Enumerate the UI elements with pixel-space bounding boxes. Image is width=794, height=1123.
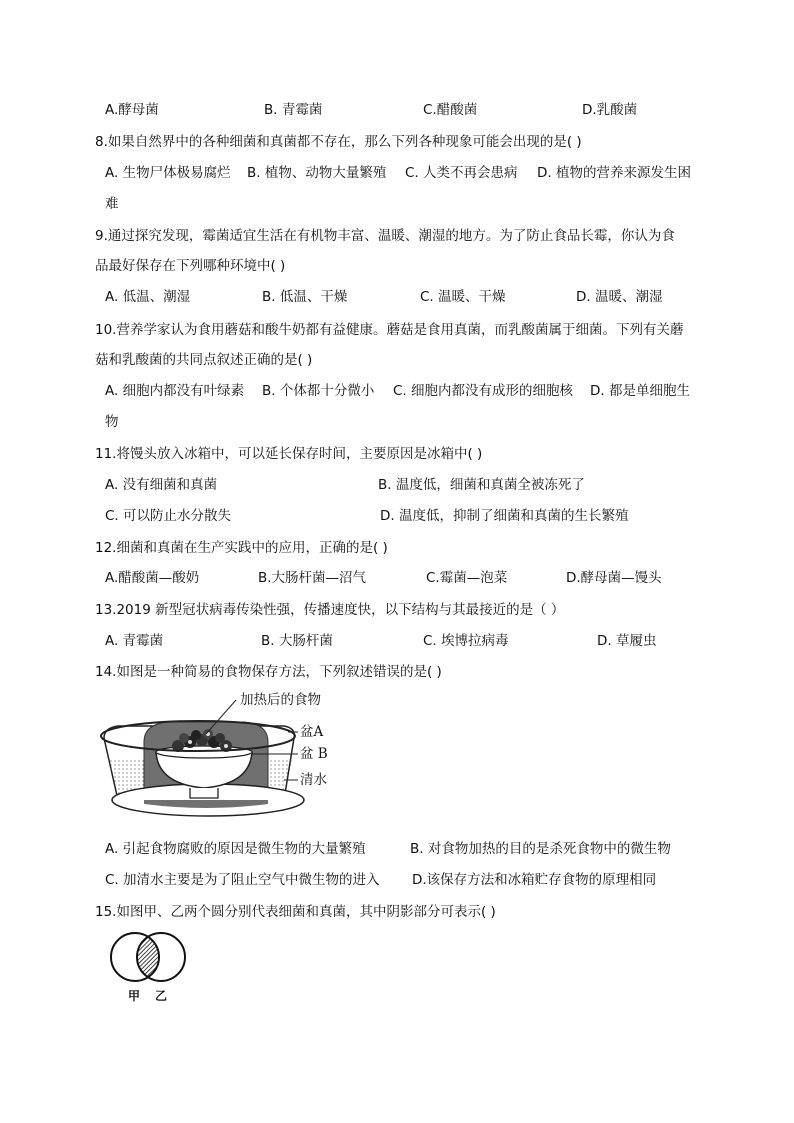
label-jia: 甲 (128, 989, 141, 1003)
q15-stem: 15.如图甲、乙两个圆分别代表细菌和真菌，其中阴影部分可表示( ) (95, 904, 496, 920)
q8-option-c: C. 人类不再会患病 (405, 165, 518, 181)
q9-option-b: B. 低温、干燥 (262, 289, 348, 305)
q13-option-a: A. 青霉菌 (105, 633, 164, 649)
q7-option-b: B. 青霉菌 (264, 102, 323, 118)
label-heated-food: 加热后的食物 (240, 692, 321, 708)
q8-option-d-continued: 难 (105, 196, 119, 212)
q11-option-a: A. 没有细菌和真菌 (105, 477, 218, 493)
q8-option-b: B. 植物、动物大量繁殖 (247, 165, 387, 181)
q10-stem-line1: 10.营养学家认为食用蘑菇和酸牛奶都有益健康。蘑菇是食用真菌，而乳酸菌属于细菌。下列有关蘑 (95, 322, 684, 338)
q10-option-c: C. 细胞内都没有成形的细胞核 (393, 383, 574, 399)
q12-option-b: B.大肠杆菌—沼气 (258, 570, 367, 586)
q8-option-d: D. 植物的营养来源发生困 (537, 165, 691, 181)
q14-option-c: C. 加清水主要是为了阻止空气中微生物的进入 (105, 872, 380, 888)
label-basin-a: 盆A (300, 724, 324, 740)
q10-option-a: A. 细胞内都没有叶绿素 (105, 383, 245, 399)
q14-option-d: D.该保存方法和冰箱贮存食物的原理相同 (412, 872, 657, 888)
q13-option-c: C. 埃博拉病毒 (423, 633, 509, 649)
q13-option-b: B. 大肠杆菌 (261, 633, 333, 649)
q9-option-c: C. 温暖、干燥 (420, 289, 506, 305)
q13-stem: 13.2019 新型冠状病毒传染性强，传播速度快，以下结构与其最接近的是（ ） (95, 602, 565, 618)
q14-option-a: A. 引起食物腐败的原因是微生物的大量繁殖 (105, 841, 366, 857)
label-basin-b: 盆 B (300, 746, 328, 762)
q11-stem: 11.将馒头放入冰箱中，可以延长保存时间，主要原因是冰箱中( ) (95, 446, 483, 462)
q9-stem-line1: 9.通过探究发现，霉菌适宜生活在有机物丰富、温暖、潮湿的地方。为了防止食品长霉，你认为食 (95, 228, 675, 244)
q14-option-b: B. 对食物加热的目的是杀死食物中的微生物 (410, 841, 671, 857)
q11-option-c: C. 可以防止水分散失 (105, 508, 232, 524)
q10-option-d-continued: 物 (105, 414, 119, 430)
q12-option-a: A.醋酸菌—酸奶 (105, 570, 200, 586)
q10-stem-line2: 菇和乳酸菌的共同点叙述正确的是( ) (95, 352, 313, 368)
q10-option-b: B. 个体都十分微小 (262, 383, 375, 399)
q8-stem: 8.如果自然界中的各种细菌和真菌都不存在，那么下列各种现象可能会出现的是( ) (95, 134, 582, 150)
q14-stem: 14.如图是一种简易的食物保存方法，下列叙述错误的是( ) (95, 664, 442, 680)
q12-option-c: C.霉菌—泡菜 (426, 570, 508, 586)
q12-stem: 12.细菌和真菌在生产实践中的应用，正确的是( ) (95, 540, 388, 556)
venn-diagram (108, 930, 188, 984)
q8-option-a: A. 生物尸体极易腐烂 (105, 165, 231, 181)
q11-option-b: B. 温度低，细菌和真菌全被冻死了 (378, 477, 585, 493)
q9-option-a: A. 低温、潮湿 (105, 289, 191, 305)
q9-option-d: D. 温暖、潮湿 (576, 289, 663, 305)
q13-option-d: D. 草履虫 (597, 633, 657, 649)
label-water: 清水 (300, 772, 327, 788)
q7-option-a: A.酵母菌 (105, 102, 159, 118)
q10-option-d: D. 都是单细胞生 (590, 383, 690, 399)
q7-option-c: C.醋酸菌 (423, 102, 478, 118)
q9-stem-line2: 品最好保存在下列哪种环境中( ) (95, 258, 286, 274)
q7-option-d: D.乳酸菌 (582, 102, 638, 118)
q12-option-d: D.酵母菌—馒头 (566, 570, 662, 586)
label-yi: 乙 (155, 989, 168, 1003)
q11-option-d: D. 温度低，抑制了细菌和真菌的生长繁殖 (380, 508, 629, 524)
